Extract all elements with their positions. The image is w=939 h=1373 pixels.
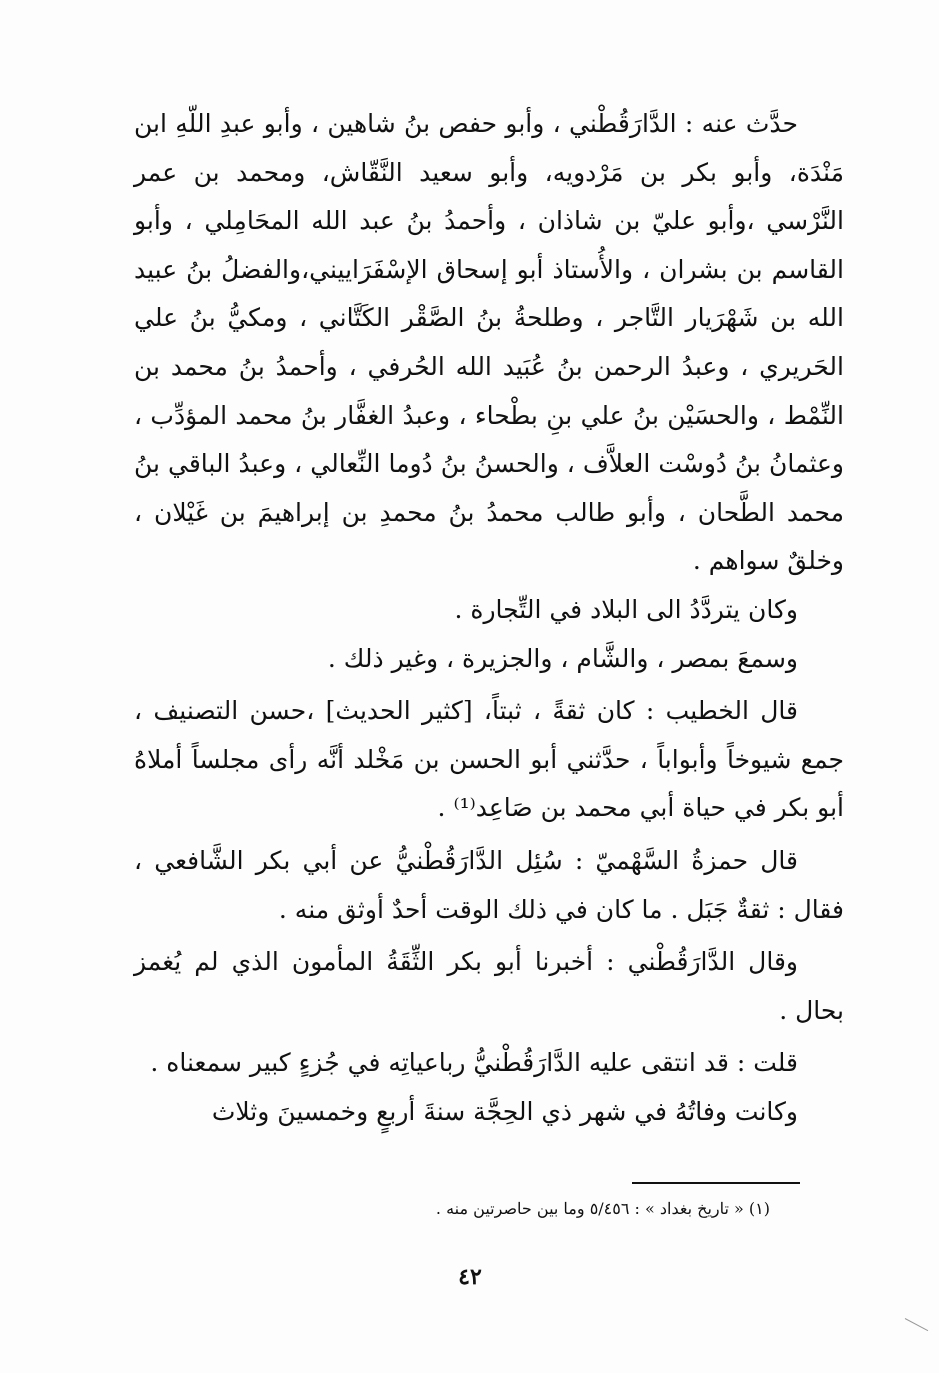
paragraph-narrators: حدَّث عنه : الدَّارَقُطْني ، وأبو حفص بنُ شاهين ، وأبو عبدِ اللّهِ ابن مَنْدَة، وأبو بكر بن مَرْدويه، وأبو سعيد النَّقّاش، ومحمد بن عمر النَّرْسي ،وأبو عليّ بن شاذان ، وأحمدُ بنُ عبد الله المحَامِلي ، وأبو القاسم بن بشران ، والأُستاذ أبو إسحاق الإسْفَرَاييني،والفضلُ بنُ عبيد الله بن شَهْرَيار التَّاجر ، وطلحةُ بنُ الصَّقْر الكَتَّاني ، ومكيُّ بنُ علي الحَريري ، وعبدُ الرحمن بنُ عُبَيد الله الحُرفي ، وأحمدُ بنُ محمد بن النِّمْط ، والحسَيْن بنُ علي بنِ بطْحاء ، وعبدُ الغفَّار بنُ محمد المؤدِّب ، وعثمانُ بنُ دُوسْت العلاَّف ، والحسنُ بنُ دُوما النِّعالي ، وعبدُ الباقي بنُ محمد الطَّحان ، وأبو طالب محمدُ بنُ محمدِ بن إبراهيمَ بن غَيْلان ، وخلقٌ سواهم . <box>134 109 844 576</box>
page-number: ٤٢ <box>458 1264 482 1290</box>
paragraph-author-note: قلت : قد انتقى عليه الدَّارَقُطْنيُّ رباعياتِه في جُزءٍ كبير سمعناه . <box>150 1048 798 1078</box>
paragraph-khatib: قال الخطيب : كان ثقةً ، ثبتاً، [كثير الحديث] ،حسن التصنيف ، جمع شيوخاً وأبواباً ، حدَّثني أبو الحسن بن مَخْلد أنَّه رأى مجلساً أملاهُ أبو بكر في حياة أبي محمد بن صَاعِد⁽¹⁾ . <box>134 696 844 823</box>
paragraph-daraqutni: وقال الدَّارَقُطْني : أخبرنا أبو بكر الثِّقَةُ المأمون الذي لم يُغمز بحال . <box>134 947 844 1025</box>
footnote-divider <box>632 1182 800 1184</box>
footnote: (١) « تاريخ بغداد » : ٥/٤٥٦ وما بين حاصرتين منه . <box>435 1199 770 1218</box>
scan-corner-mark <box>905 1318 928 1331</box>
paragraph-death: وكانت وفاتُهُ في شهر ذي الحِجَّة سنةَ أربعٍ وخمسينَ وثلاث <box>211 1096 798 1126</box>
paragraph-trade: وكان يتردَّدُ الى البلاد في التِّجارة . <box>454 594 798 624</box>
main-text <box>134 100 844 1136</box>
paragraph-sahmi: قال حمزةُ السَّهْميّ : سُئِل الدَّارَقُطْنيُّ عن أبي بكر الشَّافعي ، فقال : ثقةٌ جَبَل . ما كان في ذلك الوقت أحدٌ أوثق منه . <box>134 845 844 924</box>
paragraph-travels: وسمعَ بمصر ، والشَّام ، والجزيرة ، وغير ذلك . <box>327 643 798 673</box>
